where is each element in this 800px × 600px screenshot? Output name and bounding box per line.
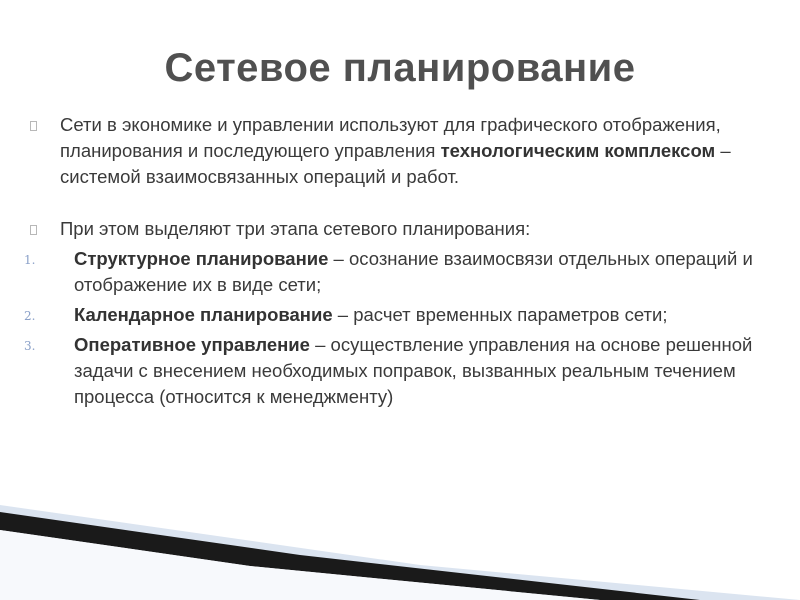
bullet-text-bold: технологическим комплексом [440, 140, 716, 161]
list-item-calendar-planning [22, 302, 782, 328]
bullet-text-part: – системой взаимосвязанных операций и работ. [60, 140, 731, 187]
bullet-marker-icon [30, 121, 37, 131]
swoosh-blue-band [0, 505, 800, 600]
bullet-three-stages [22, 216, 782, 242]
bullet-marker-icon [30, 225, 37, 235]
bullet-networks-usage [22, 112, 782, 190]
list-item-term: Оперативное управление [74, 334, 310, 355]
list-item-term: Календарное планирование [74, 304, 333, 325]
list-item-text: – осуществление управления на основе решенной задачи с внесением необходимых поправок, вызванных реальным течением процесса (относится к менеджменту) [74, 334, 753, 407]
list-item-operational-management [22, 332, 782, 410]
list-item-term: Структурное планирование [74, 248, 329, 269]
swoosh-gray-tail [0, 530, 600, 600]
list-item-text: – осознание взаимосвязи отдельных операций и отображение их в виде сети; [74, 248, 753, 295]
list-number: 3. [24, 339, 36, 353]
list-number: 1. [24, 253, 36, 267]
stages-list [22, 246, 782, 410]
list-item-structural-planning [22, 246, 782, 298]
list-number: 2. [24, 309, 36, 323]
slide-title: Сетевое планирование [164, 46, 636, 90]
spacer [22, 190, 782, 216]
bullet-text-part: Сети в экономике и управлении используют для графического отображения, планирования и последующего управления [60, 114, 721, 161]
bullet-text-part: При этом выделяют три этапа сетевого планирования: [60, 218, 531, 239]
list-item-text: – расчет временных параметров сети; [332, 304, 668, 325]
swoosh-dark-band [0, 512, 700, 600]
slide-content [22, 112, 782, 414]
swoosh-light-band [0, 520, 560, 600]
